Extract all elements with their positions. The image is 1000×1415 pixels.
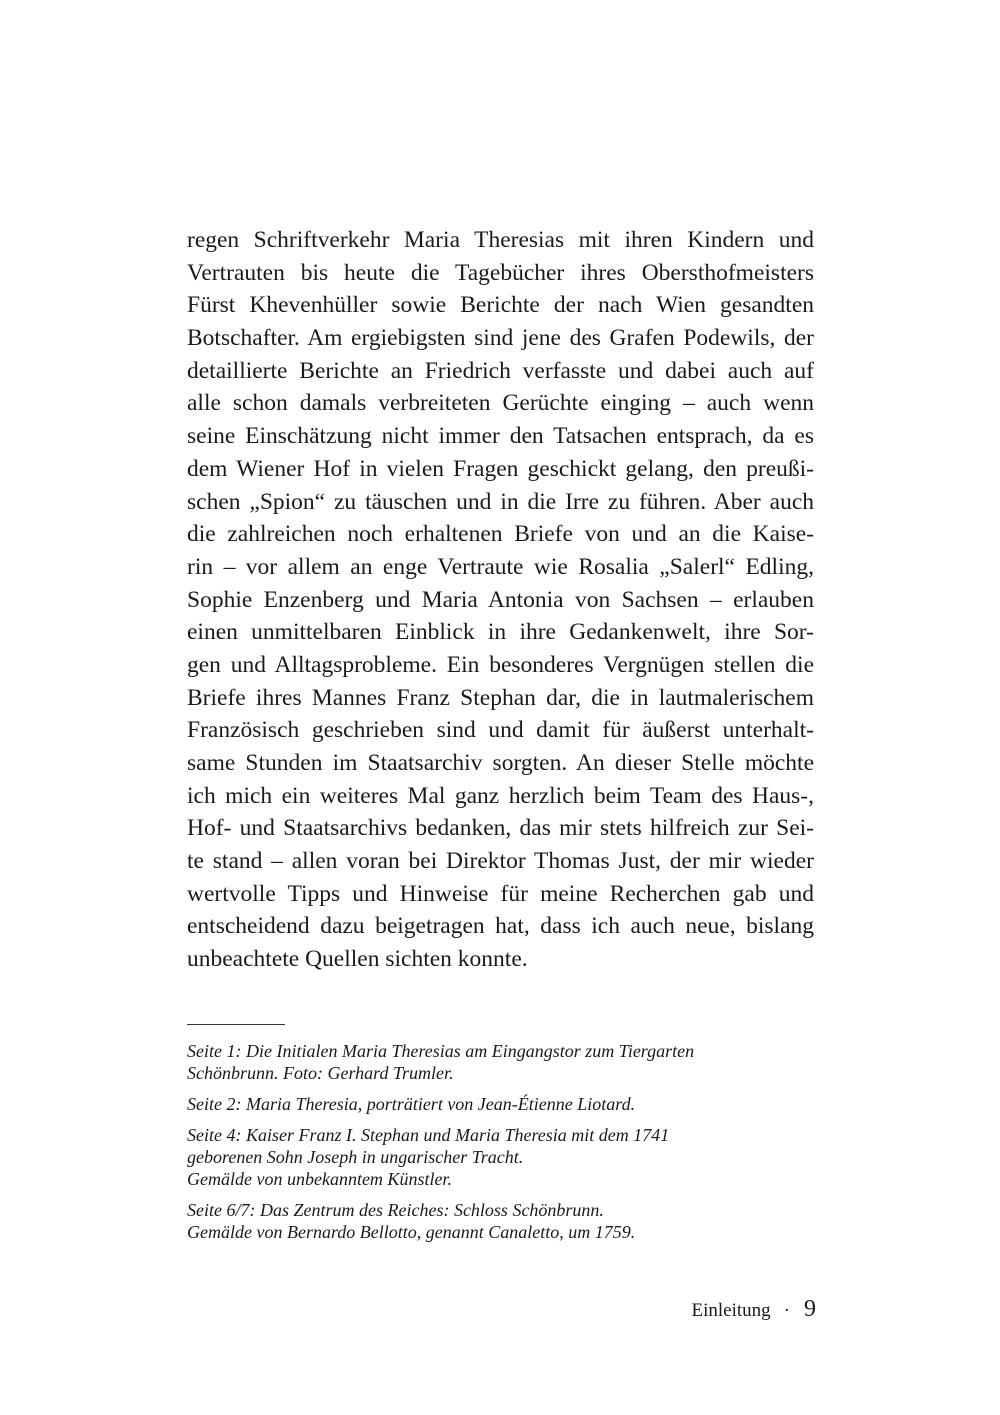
body-line: rin – vor allem an enge Vertraute wie Rosalia „Salerl“ Edling, [187, 553, 814, 580]
credit-line: Seite 4: Kaiser Franz I. Stephan und Maria Theresia mit dem 1741 [187, 1125, 670, 1145]
credit-line: Schönbrunn. Foto: Gerhard Trumler. [187, 1063, 454, 1083]
credit-line: Gemälde von unbekanntem Künstler. [187, 1169, 452, 1189]
page-number: 9 [804, 1296, 816, 1322]
body-line: ich mich ein weiteres Mal ganz herzlich beim Team des Haus-, [187, 782, 814, 809]
body-line: Vertrauten bis heute die Tagebücher ihres Obersthofmeisters [187, 259, 814, 286]
footnote-rule [187, 1024, 285, 1025]
picture-credits [187, 1040, 807, 1252]
body-line: seine Einschätzung nicht immer den Tatsachen entsprach, da es [187, 423, 814, 450]
body-text [187, 224, 814, 976]
body-line: regen Schriftverkehr Maria Theresias mit ihren Kindern und [187, 227, 814, 253]
body-line: detaillierte Berichte an Friedrich verfasste und dabei auch auf [187, 357, 814, 384]
credit-line: geborenen Sohn Joseph in ungarischer Tracht. [187, 1147, 524, 1167]
credit-line: Seite 2: Maria Theresia, porträtiert von Jean-Étienne Liotard. [187, 1094, 636, 1114]
body-line: Französisch geschrieben sind und damit für äußerst unterhalt- [187, 717, 814, 744]
body-line: gen und Alltagsprobleme. Ein besonderes Vergnügen stellen die [187, 651, 814, 678]
body-line: schen „Spion“ zu täuschen und in die Irre zu führen. Aber auch [187, 488, 814, 515]
credit-line: Seite 1: Die Initialen Maria Theresias am Eingangstor zum Tiergarten [187, 1041, 695, 1061]
credit-line: Gemälde von Bernardo Bellotto, genannt Canaletto, um 1759. [187, 1222, 636, 1242]
body-line: dem Wiener Hof in vielen Fragen geschickt gelang, den preußi- [187, 455, 814, 482]
body-line: Botschafter. Am ergiebigsten sind jene des Grafen Podewils, der [187, 325, 814, 352]
body-line: same Stunden im Staatsarchiv sorgten. An dieser Stelle möchte [187, 750, 814, 776]
credit-note [187, 1093, 807, 1115]
body-line: Briefe ihres Mannes Franz Stephan dar, die in lautmalerischem [187, 684, 814, 711]
credit-note [187, 1040, 807, 1084]
body-line: te stand – allen voran bei Direktor Thomas Just, der mir wieder [187, 848, 814, 875]
body-line: wertvolle Tipps und Hinweise für meine Recherchen gab und [187, 880, 814, 907]
credit-line: Seite 6/7: Das Zentrum des Reiches: Schloss Schönbrunn. [187, 1200, 604, 1220]
body-line: Fürst Khevenhüller sowie Berichte der nach Wien gesandten [187, 292, 814, 319]
page-footer [692, 1296, 816, 1323]
body-line: unbeachtete Quellen sichten konnte. [187, 946, 528, 973]
body-line: die zahlreichen noch erhaltenen Briefe von und an die Kaise- [187, 521, 814, 548]
credit-note [187, 1199, 807, 1243]
footer-separator: · [783, 1300, 790, 1321]
body-line: einen unmittelbaren Einblick in ihre Gedankenwelt, ihre Sor- [187, 619, 814, 646]
body-line: alle schon damals verbreiteten Gerüchte einging – auch wenn [187, 390, 814, 417]
credit-note [187, 1124, 807, 1190]
body-line: Hof- und Staatsarchivs bedanken, das mir stets hilfreich zur Sei- [187, 815, 814, 842]
body-line: Sophie Enzenberg und Maria Antonia von Sachsen – erlauben [187, 586, 814, 613]
body-line: entscheidend dazu beigetragen hat, dass ich auch neue, bislang [187, 913, 814, 940]
running-head-section: Einleitung [691, 1300, 771, 1321]
